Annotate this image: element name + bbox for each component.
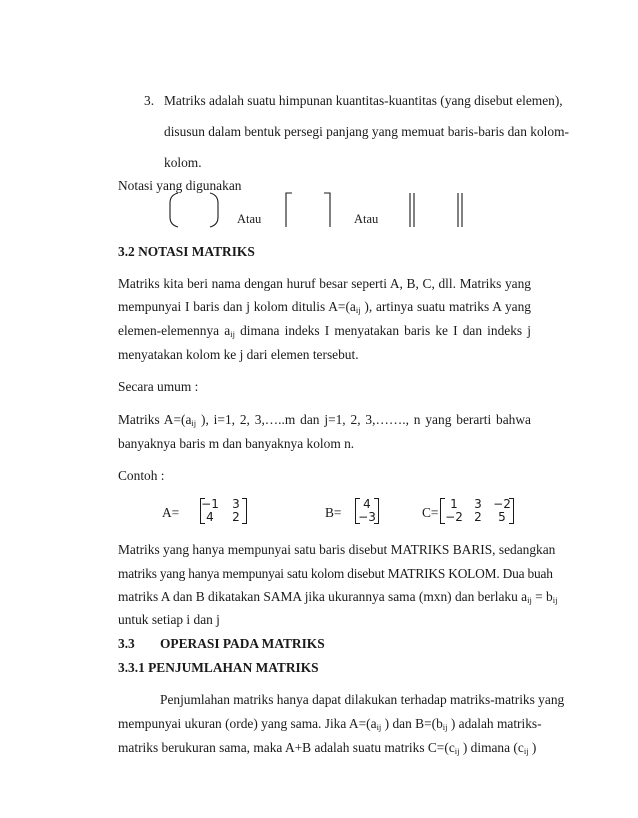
item3-line2: disusun dalam bentuk persegi panjang yang memuat baris-baris dan kolom-	[164, 124, 569, 139]
p4-line2: mempunyai ukuran (orde) yang sama. Jika A=(aij ) dan B=(bij ) adalah matriks-	[118, 716, 542, 732]
matrix-c-cell: −2	[493, 497, 511, 511]
p4-line3: matriks berukuran sama, maka A+B adalah suatu matriks C=(cij ) dimana (cij )	[118, 740, 537, 756]
right-square-bracket-shape	[324, 193, 330, 227]
matrix-a-cell: 2	[232, 510, 240, 524]
matrix-a-cell: −1	[201, 497, 219, 511]
matrix-a-cell: 3	[232, 497, 240, 511]
p2-line1: Matriks A=(aij ), i=1, 2, 3,…..m dan j=1, 2, 3,……., n yang berarti bahwa	[118, 412, 531, 428]
matrix-c-cell: 2	[474, 510, 482, 524]
left-parenthesis-shape	[170, 193, 178, 227]
atau-label-1: Atau	[237, 212, 262, 226]
p3-line1: Matriks yang hanya mempunyai satu baris disebut MATRIKS BARIS, sedangkan	[118, 542, 556, 557]
section-number-3-3: 3.3	[118, 636, 135, 651]
matrix-c-cell: 5	[498, 510, 506, 524]
p4-line1: Penjumlahan matriks hanya dapat dilakukan terhadap matriks-matriks yang	[160, 692, 565, 707]
matrix-b-cell: −3	[358, 510, 376, 524]
item3-line1: Matriks adalah suatu himpunan kuantitas-kuantitas (yang disebut elemen),	[164, 93, 563, 108]
matrix-c-cell: 1	[450, 497, 458, 511]
p3-line2: matriks yang hanya mempunyai satu kolom disebut MATRIKS KOLOM. Dua buah	[118, 566, 553, 581]
p1-line3: elemen-elemennya aij dimana indeks I menyatakan baris ke I dan indeks j	[118, 323, 531, 339]
section-heading-3-3: OPERASI PADA MATRIKS	[160, 636, 325, 651]
p1-line2: mempunyai I baris dan j kolom ditulis A=(aij ), artinya suatu matriks A yang	[118, 299, 531, 315]
secara-umum-label: Secara umum :	[118, 379, 199, 394]
matrix-a-label: A=	[162, 505, 180, 520]
item3-line3: kolom.	[164, 155, 202, 170]
p3-line3: matriks A dan B dikatakan SAMA jika ukurannya sama (mxn) dan berlaku aij = bij	[118, 589, 558, 605]
subsection-heading-3-3-1: 3.3.1 PENJUMLAHAN MATRIKS	[118, 660, 319, 675]
contoh-label: Contoh :	[118, 468, 165, 483]
notation-intro: Notasi yang digunakan	[118, 178, 242, 193]
matrix-b-cell: 4	[363, 497, 371, 511]
p3-line4: untuk setiap i dan j	[118, 612, 220, 627]
p1-line1: Matriks kita beri nama dengan huruf besar seperti A, B, C, dll. Matriks yang	[118, 276, 531, 291]
matrix-a-cell: 4	[206, 510, 214, 524]
matrix-c-cell: −2	[445, 510, 463, 524]
section-heading-3-2: 3.2 NOTASI MATRIKS	[118, 244, 255, 259]
p1-line4: menyatakan kolom ke j dari elemen tersebut.	[118, 347, 359, 362]
right-parenthesis-shape	[210, 193, 218, 227]
matrix-c-cell: 3	[474, 497, 482, 511]
atau-label-2: Atau	[354, 212, 379, 226]
list-number: 3.	[144, 93, 155, 108]
notation-brackets-figure	[160, 189, 480, 231]
matrix-b-label: B=	[325, 505, 342, 520]
matrix-c-label: C=	[422, 505, 439, 520]
left-square-bracket-shape	[286, 193, 292, 227]
p2-line2: banyaknya baris m dan banyaknya kolom n.	[118, 436, 355, 451]
